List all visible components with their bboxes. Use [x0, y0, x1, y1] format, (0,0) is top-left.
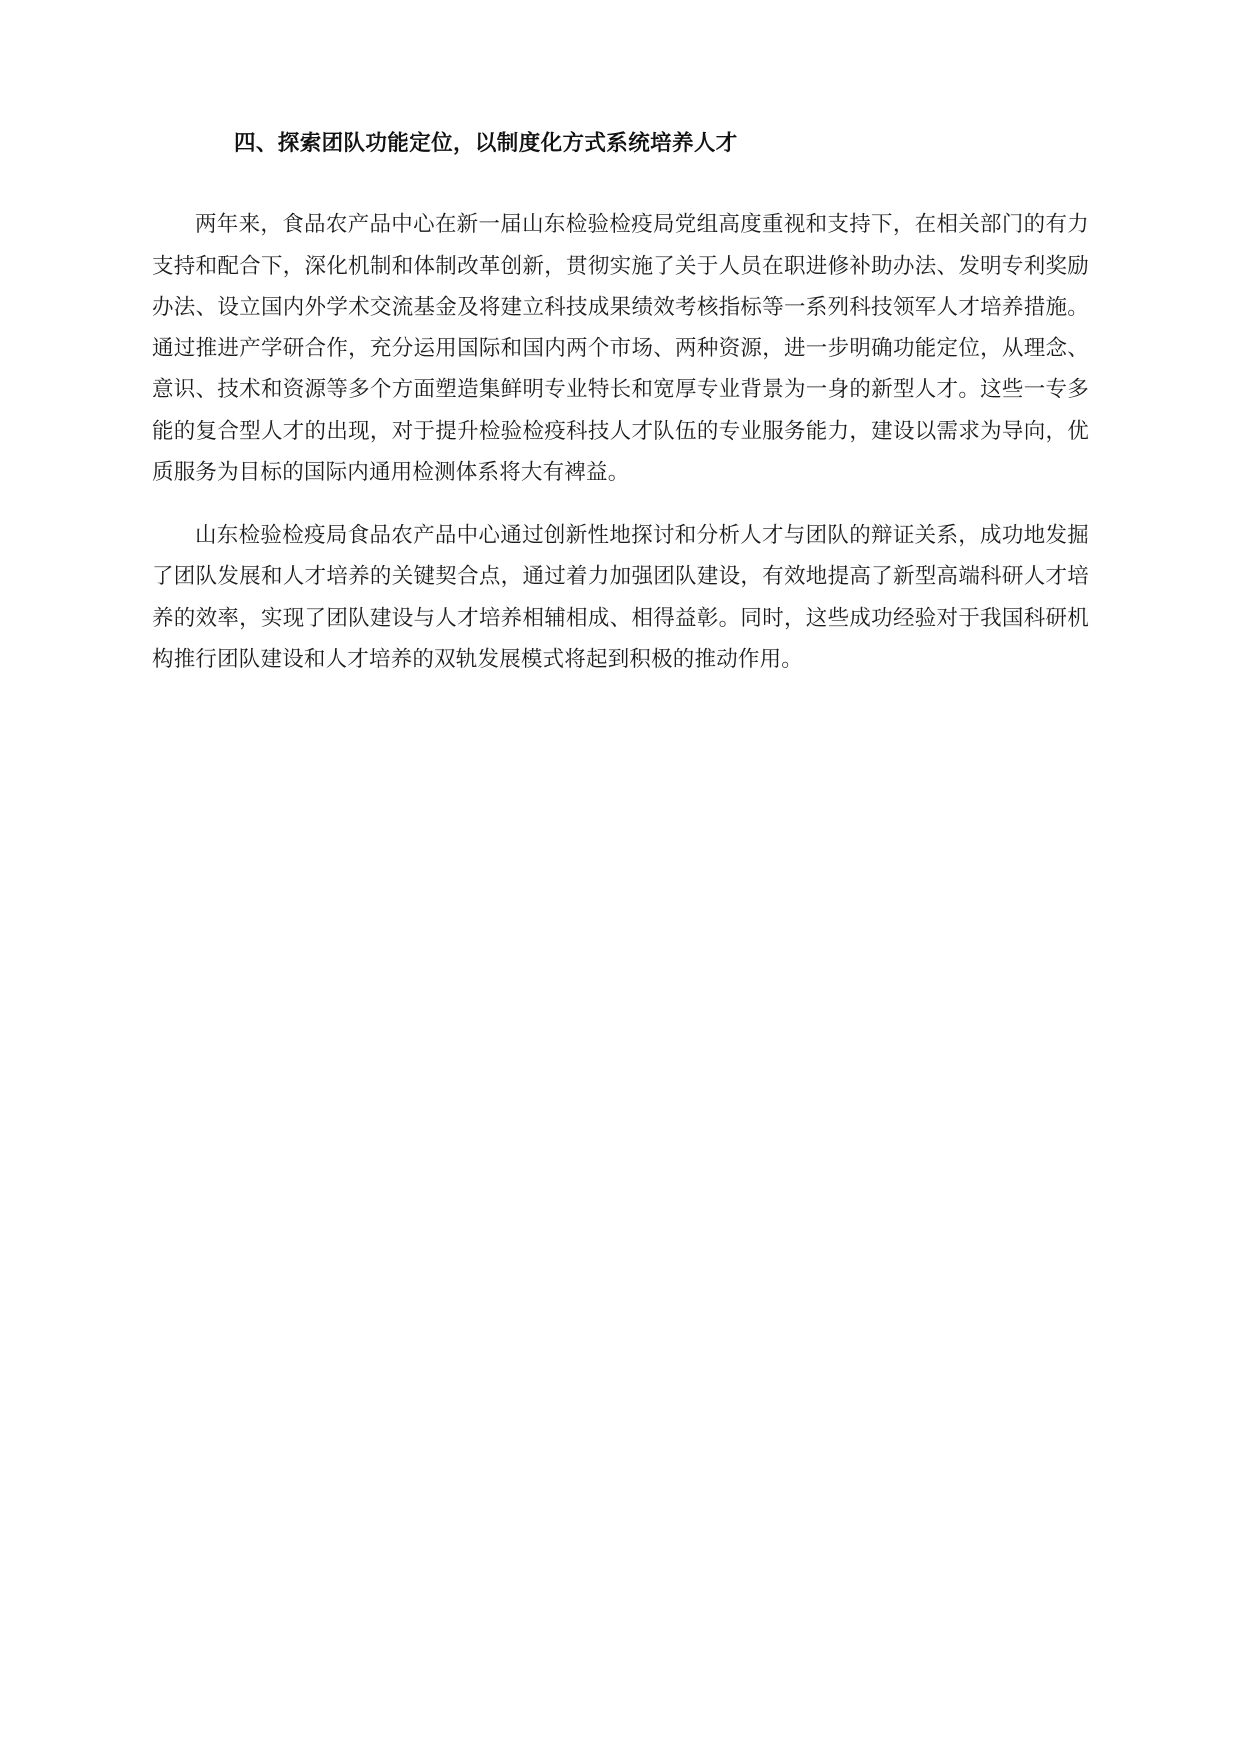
section-heading: 四、探索团队功能定位，以制度化方式系统培养人才: [234, 131, 738, 156]
paragraph-2: 山东检验检疫局食品农产品中心通过创新性地探讨和分析人才与团队的辩证关系，成功地发掘了团队发展和人才培养的关键契合点，通过着力加强团队建设，有效地提高了新型高端科研人才培养的效率，实现了团队建设与人才培养相辅相成、相得益彰。同时，这些成功经验对于我国科研机构推行团队建设和人才培养的双轨发展模式将起到积极的推动作用。: [152, 523, 1089, 672]
spacer: [152, 160, 1089, 204]
paragraph-1: 两年来，食品农产品中心在新一届山东检验检疫局党组高度重视和支持下，在相关部门的有力支持和配合下，深化机制和体制改革创新，贯彻实施了关于人员在职进修补助办法、发明专利奖励办法、设立国内外学术交流基金及将建立科技成果绩效考核指标等一系列科技领军人才培养措施。通过推进产学研合作，充分运用国际和国内两个市场、两种资源，进一步明确功能定位，从理念、意识、技术和资源等多个方面塑造集鲜明专业特长和宽厚专业背景为一身的新型人才。这些一专多能的复合型人才的出现，对于提升检验检疫科技人才队伍的专业服务能力，建设以需求为导向，优质服务为目标的国际内通用检测体系将大有裨益。: [152, 212, 1089, 485]
spacer: [152, 493, 1089, 515]
